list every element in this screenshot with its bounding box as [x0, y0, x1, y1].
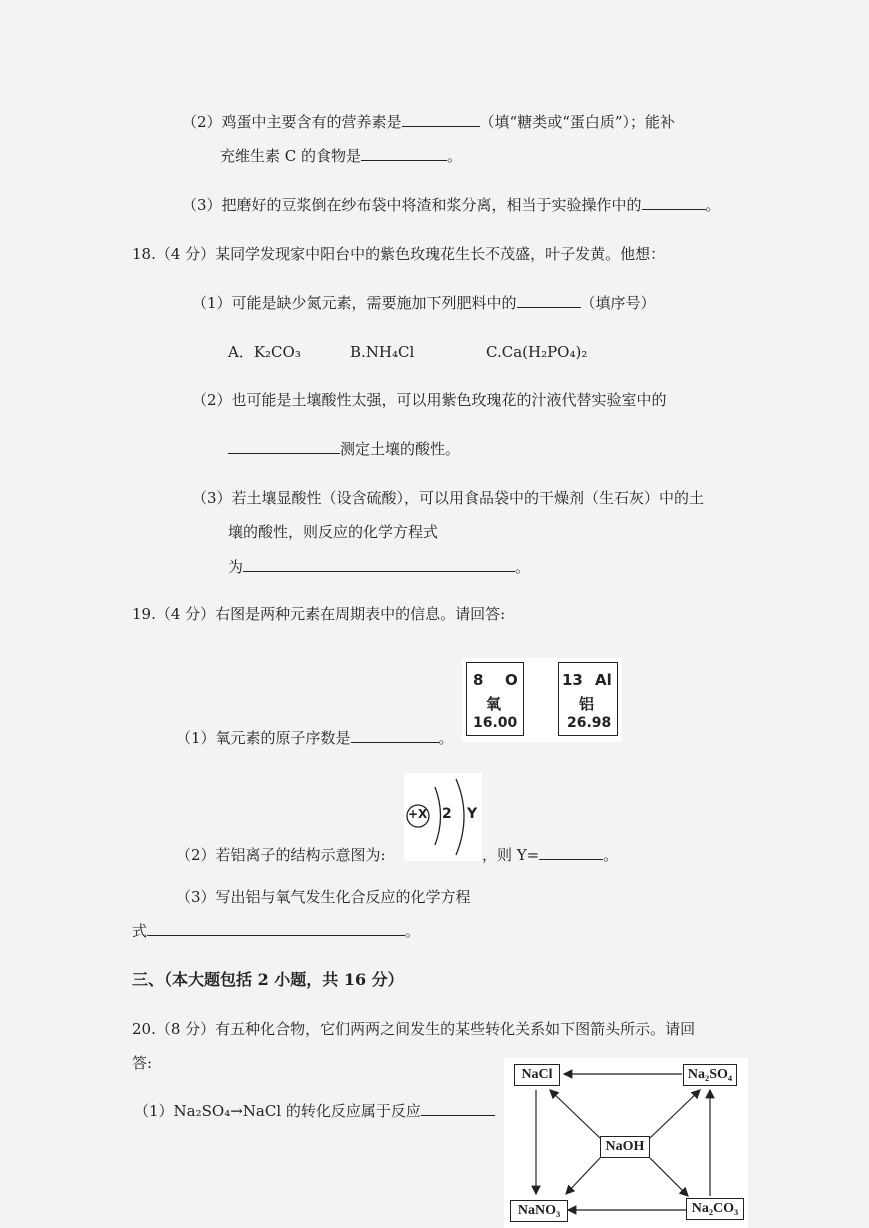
oxygen-number: 8	[473, 671, 484, 689]
answer-blank[interactable]	[539, 845, 603, 860]
ion-nucleus: +X	[408, 807, 428, 821]
aluminum-mass: 26.98	[567, 715, 612, 731]
node-nano3: NaNO₃	[510, 1200, 568, 1222]
q17-part2-line1: （2）鸡蛋中主要含有的营养素是 （填“糖类或“蛋白质”）；能补	[182, 113, 676, 131]
answer-blank[interactable]	[402, 112, 480, 127]
q18-part3-line3: 为 。	[228, 558, 531, 576]
q19-part2-tail: ，则 Y= 。	[482, 846, 619, 864]
aluminum-ion-diagram	[404, 773, 482, 861]
q17-part3-line: （3）把磨好的豆浆倒在纱布袋中将渣和浆分离，相当于实验操作中的 。	[182, 196, 721, 214]
answer-blank[interactable]	[361, 146, 447, 161]
answer-blank[interactable]	[517, 293, 581, 308]
node-na2so4: Na₂SO₄	[683, 1064, 737, 1086]
answer-blank[interactable]	[421, 1101, 495, 1116]
q18-title: 18.（4 分）某同学发现家中阳台中的紫色玫瑰花生长不茂盛，叶子发黄。他想：	[132, 245, 666, 263]
oxygen-symbol: O	[505, 671, 518, 689]
q20-title-cont: 答:	[132, 1054, 153, 1072]
node-na2co3: Na₂CO₃	[686, 1198, 744, 1220]
ion-shell1: 2	[442, 806, 452, 822]
q18-part3-line1: （3）若土壤显酸性（设含硫酸），可以用食品袋中的干燥剂（生石灰）中的土	[192, 489, 705, 507]
q18-part3-line2: 壤的酸性，则反应的化学方程式	[228, 523, 439, 541]
q20-title: 20.（8 分）有五种化合物，它们两两之间发生的某些转化关系如下图箭头所示。请回	[132, 1020, 696, 1038]
node-naoh: NaOH	[600, 1136, 650, 1158]
q18-option-b: B.NH₄Cl	[350, 343, 415, 361]
q19-part3-line2: 式 。	[132, 922, 421, 940]
q19-part3-line1: （3）写出铝与氧气发生化合反应的化学方程	[176, 888, 471, 906]
oxygen-mass: 16.00	[473, 715, 518, 731]
q19-part1: （1）氧元素的原子序数是 。	[176, 729, 454, 747]
answer-blank[interactable]	[228, 439, 340, 454]
conversion-diagram	[504, 1058, 748, 1228]
periodic-table-figure	[462, 658, 622, 742]
q19-part2: （2）若铝离子的结构示意图为:	[176, 846, 386, 864]
answer-blank[interactable]	[147, 921, 405, 936]
aluminum-cell	[558, 662, 618, 736]
q17-part2-line2: 充维生素 C 的食物是 。	[220, 147, 463, 165]
q18-option-a: A．K₂CO₃	[228, 343, 301, 361]
aluminum-number: 13	[562, 671, 583, 689]
oxygen-name: 氧	[486, 695, 502, 713]
q18-part2-line2: 测定土壤的酸性。	[228, 439, 460, 459]
q20-part1: （1）Na₂SO₄→NaCl 的转化反应属于反应	[134, 1101, 495, 1121]
ion-shell2: Y	[467, 806, 478, 822]
aluminum-name: 铝	[579, 695, 595, 713]
node-nacl: NaCl	[514, 1064, 560, 1086]
q19-title: 19.（4 分）右图是两种元素在周期表中的信息。请回答:	[132, 605, 506, 623]
oxygen-cell	[466, 662, 524, 736]
answer-blank[interactable]	[243, 557, 515, 572]
answer-blank[interactable]	[642, 195, 706, 210]
answer-blank[interactable]	[351, 728, 439, 743]
q18-part2-line1: （2）也可能是土壤酸性太强，可以用紫色玫瑰花的汁液代替实验室中的	[192, 391, 667, 409]
q18-option-c: C.Ca(H₂PO₄)₂	[486, 343, 588, 361]
q18-part1: （1）可能是缺少氮元素，需要施加下列肥料中的 （填序号）	[192, 294, 656, 312]
aluminum-symbol: Al	[595, 671, 612, 689]
section3-heading: 三、（本大题包括 2 小题，共 16 分）	[132, 970, 404, 989]
